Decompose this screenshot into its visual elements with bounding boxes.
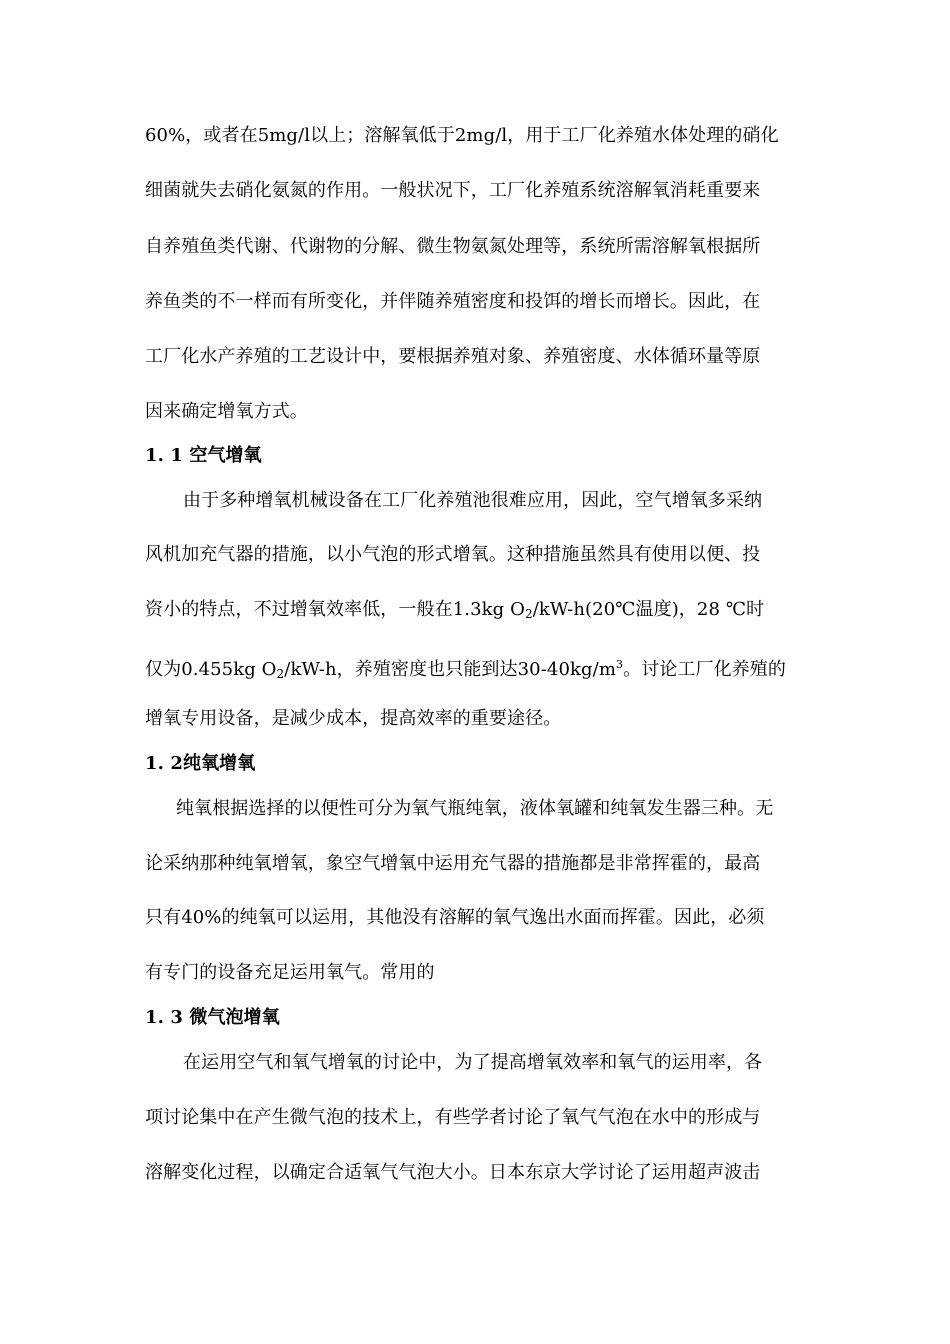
paragraph-line: 因来确定增氧方式。	[145, 401, 308, 422]
paragraph-line: 溶解变化过程，以确定合适氧气气泡大小。日本东京大学讨论了运用超声波击	[145, 1162, 761, 1183]
paragraph-line: 项讨论集中在产生微气泡的技术上，有些学者讨论了氧气气泡在水中的形成与	[145, 1107, 761, 1128]
superscript: 3	[616, 658, 624, 671]
section-heading-1-2: 1. 2纯氧增氧	[145, 753, 256, 774]
paragraph-line: 增氧专用设备，是减少成本，提高效率的重要途径。	[145, 708, 562, 729]
text-run: 资小的特点，不过增氧效率低，一般在1.3kg O	[145, 599, 525, 620]
paragraph-line: 60%，或者在5mg/l以上；溶解氧低于2mg/l，用于工厂化养殖水体处理的硝化	[145, 125, 779, 146]
text-run: /kW-h，养殖密度也只能到达30-40kg/m	[284, 659, 616, 680]
text-run: /kW-h(20℃温度)，28 ℃时	[532, 599, 765, 620]
paragraph-line: 自养殖鱼类代谢、代谢物的分解、微生物氨氮处理等，系统所需溶解氧根据所	[145, 236, 761, 257]
paragraph-line: 细菌就失去硝化氨氮的作用。一般状况下，工厂化养殖系统溶解氧消耗重要来	[145, 180, 761, 201]
paragraph-line: 在运用空气和氧气增氧的讨论中，为了提高增氧效率和氧气的运用率，各	[183, 1052, 763, 1073]
section-heading-1-3: 1. 3 微气泡增氧	[145, 1007, 280, 1028]
paragraph-line: 养鱼类的不一样而有所变化，并伴随养殖密度和投饵的增长而增长。因此，在	[145, 291, 761, 312]
text-run: 。讨论工厂化养殖的	[623, 659, 787, 680]
paragraph-line: 纯氧根据选择的以便性可分为氧气瓶纯氧，液体氧罐和纯氧发生器三种。无	[176, 798, 774, 819]
section-heading-1-1: 1. 1 空气增氧	[145, 445, 262, 466]
paragraph-line: 只有40%的纯氧可以运用，其他没有溶解的氧气逸出水面而挥霍。因此，必须	[145, 907, 765, 928]
paragraph-line	[145, 598, 805, 626]
paragraph-line	[145, 653, 805, 686]
paragraph-line: 工厂化水产养殖的工艺设计中，要根据养殖对象、养殖密度、水体循环量等原	[145, 346, 761, 367]
paragraph-line: 有专门的设备充足运用氧气。常用的	[145, 962, 435, 983]
subscript: 2	[276, 667, 285, 681]
paragraph-line: 风机加充气器的措施，以小气泡的形式增氧。这种措施虽然具有使用以便、投	[145, 544, 761, 565]
text-run: 仅为0.455kg O	[145, 659, 277, 680]
subscript: 2	[524, 607, 533, 621]
paragraph-line: 由于多种增氧机械设备在工厂化养殖池很难应用，因此，空气增氧多采纳	[183, 490, 763, 511]
paragraph-line: 论采纳那种纯氧增氧，象空气增氧中运用充气器的措施都是非常挥霍的，最高	[145, 853, 761, 874]
